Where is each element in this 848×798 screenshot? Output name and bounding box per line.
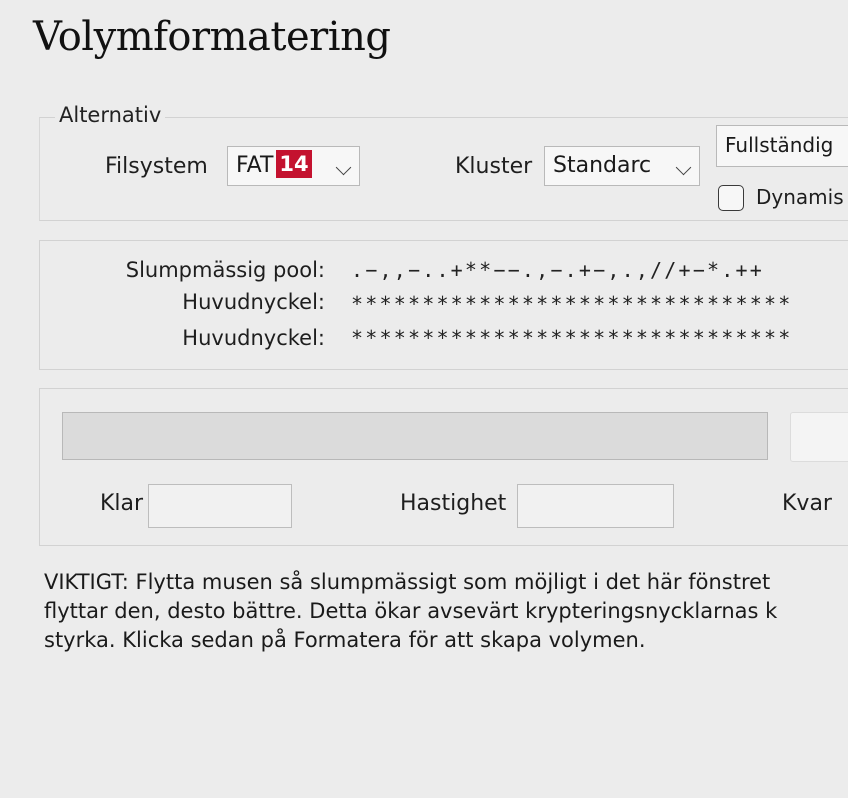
dynamic-checkbox[interactable] (718, 185, 744, 211)
format-mode-select[interactable] (716, 125, 848, 167)
chevron-down-icon (676, 160, 692, 176)
info-line-1: VIKTIGT: Flytta musen så slumpmässigt som möjligt i det här fönstret (44, 570, 771, 594)
filesystem-select[interactable] (227, 146, 360, 186)
options-legend: Alternativ (55, 103, 165, 127)
cluster-value: Standarc (553, 153, 652, 178)
cluster-select[interactable] (544, 146, 700, 186)
cluster-label: Kluster (455, 154, 533, 179)
filesystem-value: FAT (236, 153, 274, 178)
page-title: Volymformatering (33, 14, 391, 60)
format-button[interactable] (790, 412, 848, 462)
done-field (148, 484, 292, 528)
progress-bar (62, 412, 768, 460)
filesystem-label: Filsystem (105, 154, 208, 179)
done-label: Klar (100, 491, 144, 516)
header-key-value: ******************************* (351, 292, 793, 316)
random-pool-label: Slumpmässig pool: (125, 258, 325, 282)
magazine-badge: 14 (276, 150, 311, 178)
chevron-down-icon (336, 160, 352, 176)
format-mode-value: Fullständig (725, 133, 834, 157)
dynamic-label: Dynamis (756, 185, 844, 209)
info-line-2: flyttar den, desto bättre. Detta ökar avsevärt krypteringsnycklarnas k (44, 599, 778, 623)
header-key-label: Huvudnyckel: (182, 290, 325, 314)
time-left-label: Kvar (782, 491, 832, 516)
info-text (44, 568, 848, 655)
speed-field (517, 484, 674, 528)
speed-label: Hastighet (400, 491, 507, 516)
master-key-value: ******************************* (351, 326, 793, 350)
info-line-3: styrka. Klicka sedan på Formatera för att skapa volymen. (44, 628, 646, 652)
random-pool-value: .−,,−..+**−−.,−.+−,.,//+−*.++ (351, 258, 764, 282)
master-key-label: Huvudnyckel: (182, 326, 325, 350)
